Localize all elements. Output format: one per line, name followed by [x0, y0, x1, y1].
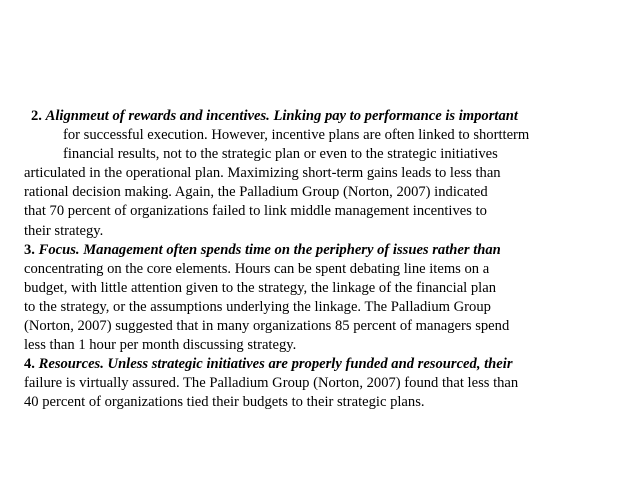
section-2-line: for successful execution. However, incentive plans are often linked to shortterm — [63, 127, 530, 144]
body-text — [24, 107, 624, 413]
section-2-line: that 70 percent of organizations failed to link middle management incentives to — [24, 203, 487, 220]
section-2-heading-line — [24, 107, 624, 126]
section-4-number: 4. — [24, 356, 35, 373]
section-3-line: concentrating on the core elements. Hours can be spent debating line items on a — [24, 260, 490, 277]
section-3-line: (Norton, 2007) suggested that in many organizations 85 percent of managers spend — [24, 318, 510, 335]
section-2-line: rational decision making. Again, the Palladium Group (Norton, 2007) indicated — [24, 184, 488, 201]
section-3-line: less than 1 hour per month discussing strategy. — [24, 337, 297, 354]
section-4-line: 40 percent of organizations tied their budgets to their strategic plans. — [24, 394, 425, 411]
section-3-number: 3. — [24, 241, 35, 258]
section-3-heading: Focus. Management often spends time on the periphery of issues rather than — [38, 241, 501, 258]
section-2-line: financial results, not to the strategic plan or even to the strategic initiatives — [63, 146, 498, 163]
section-4-line: failure is virtually assured. The Palladium Group (Norton, 2007) found that less than — [24, 375, 519, 392]
section-3-line: budget, with little attention given to the strategy, the linkage of the financial plan — [24, 279, 497, 296]
section-3-heading-line — [24, 241, 624, 260]
section-4-heading: Resources. Unless strategic initiatives are properly funded and resourced, their — [38, 356, 513, 373]
section-2-heading: Alignmeut of rewards and incentives. Linking pay to performance is important — [45, 108, 518, 124]
section-3-line: to the strategy, or the assumptions underlying the linkage. The Palladium Group — [24, 298, 491, 315]
section-2-number: 2. — [31, 108, 42, 124]
section-2-line: articulated in the operational plan. Maximizing short-term gains leads to less than — [24, 165, 501, 182]
section-2-line: their strategy. — [24, 222, 104, 239]
section-4-heading-line — [24, 355, 624, 374]
